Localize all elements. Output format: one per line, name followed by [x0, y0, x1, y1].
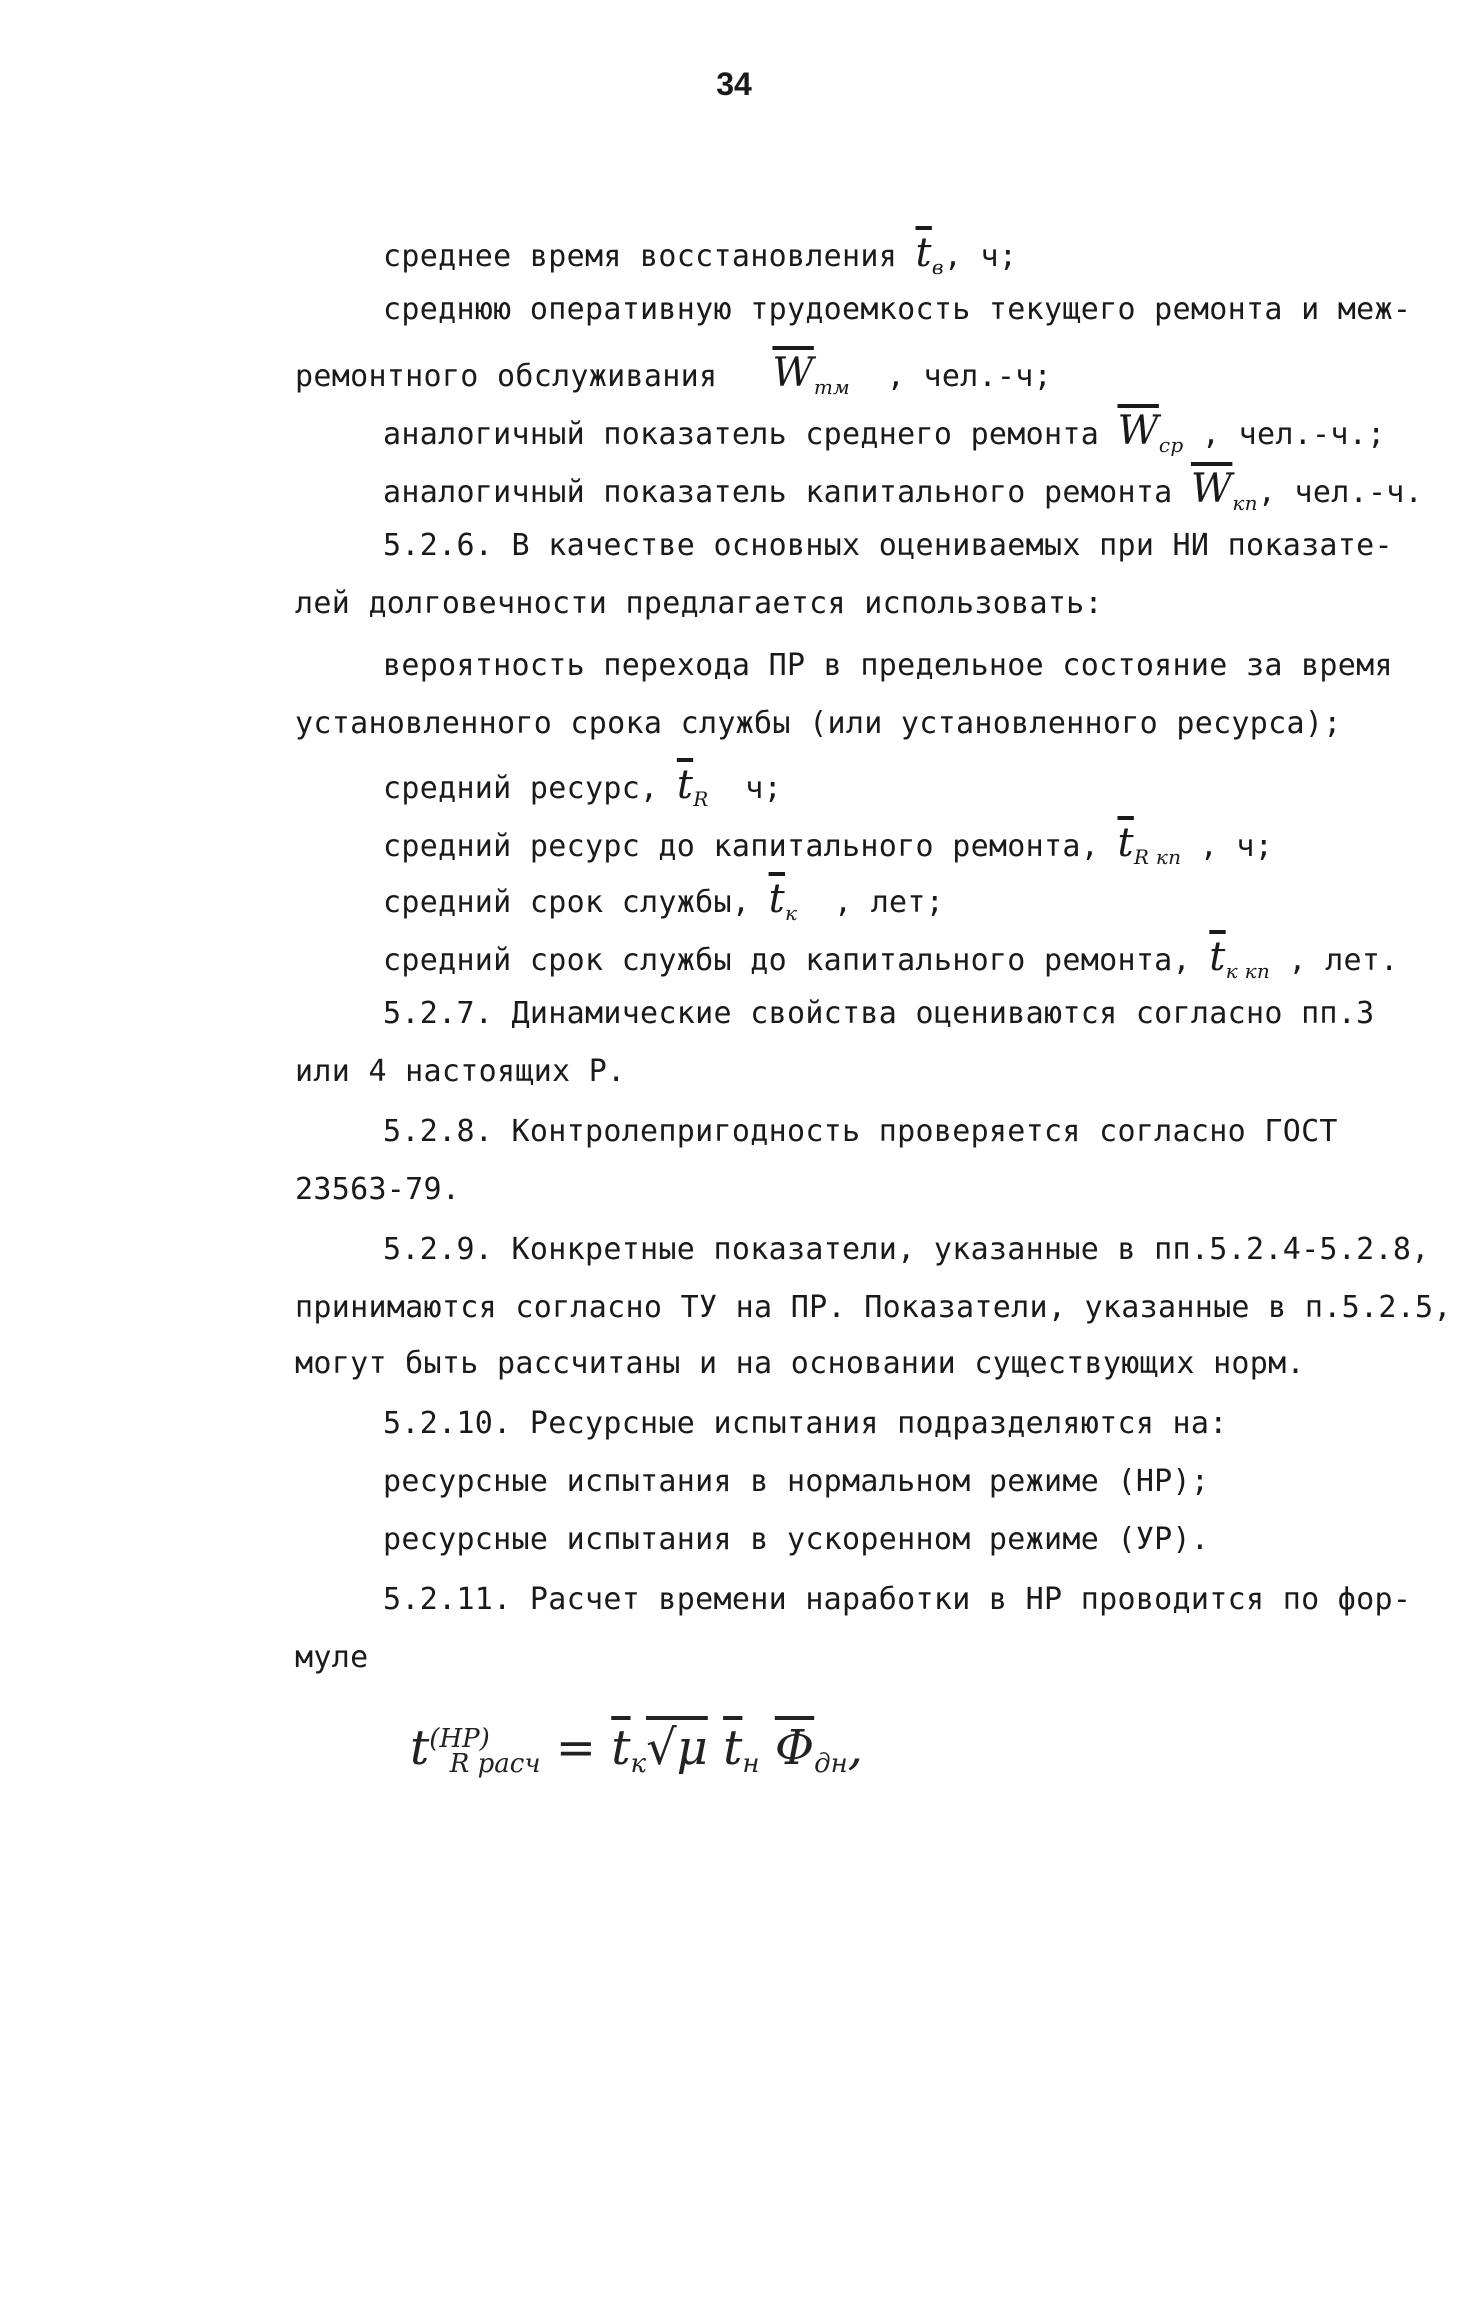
- text-line: ресурсные испытания в нормальном режиме (НР);: [383, 1464, 1210, 1499]
- text-line: средний срок службы, $\overline{t}_к$ , лет;: [383, 876, 945, 925]
- text-line: средний ресурс до капитального ремонта, $\overline{t}_{R кп}$ , ч;: [383, 820, 1274, 869]
- formula: $t^{(НР)}_{R расч} = \overline{t}_к√\mu$ $\overline{t}_н$ $\overline{\Phi}_{дн}$,: [410, 1720, 864, 1779]
- text-line: аналогичный показатель среднего ремонта $\overline{W}_{ср}$ , чел.-ч.;: [383, 408, 1386, 457]
- text-line: 23563-79.: [295, 1172, 461, 1207]
- text-line: установленного срока службы (или установленного ресурса);: [295, 706, 1342, 741]
- text-line: среднее время восстановления $\overline{t}_в$, ч;: [383, 230, 1018, 279]
- paragraph-5-2-10: 5.2.10. Ресурсные испытания подразделяются на:: [383, 1406, 1228, 1441]
- text-line: или 4 настоящих Р.: [295, 1054, 626, 1089]
- paragraph-5-2-7: 5.2.7. Динамические свойства оцениваются согласно пп.3: [383, 996, 1375, 1031]
- text-line: аналогичный показатель капитального ремонта $\overline{W}_{кп}$, чел.-ч.: [383, 466, 1424, 515]
- text-line: вероятность перехода ПР в предельное состояние за время: [383, 648, 1393, 683]
- text-line: ресурсные испытания в ускоренном режиме (УР).: [383, 1522, 1210, 1557]
- text-line: средний срок службы до капитального ремонта, $\overline{t}_{к кп}$ , лет.: [383, 934, 1399, 983]
- paragraph-5-2-11: 5.2.11. Расчет времени наработки в НР проводится по фор-: [383, 1582, 1412, 1617]
- text-line: средний ресурс, $\overline{t}_R$ ч;: [383, 762, 783, 811]
- paragraph-5-2-9: 5.2.9. Конкретные показатели, указанные в пп.5.2.4-5.2.8,: [383, 1232, 1430, 1267]
- text-line: муле: [295, 1640, 369, 1675]
- text-line: лей долговечности предлагается использовать:: [295, 586, 1103, 621]
- paragraph-5-2-6: 5.2.6. В качестве основных оцениваемых при НИ показате-: [383, 528, 1393, 563]
- text-line: среднюю оперативную трудоемкость текущего ремонта и меж-: [383, 292, 1412, 327]
- text-line: ремонтного обслуживания $\overline{W}_{тм}$ , чел.-ч;: [295, 350, 1052, 399]
- text-line: могут быть рассчитаны и на основании существующих норм.: [295, 1346, 1305, 1381]
- text-line: принимаются согласно ТУ на ПР. Показатели, указанные в п.5.2.5,: [295, 1290, 1452, 1325]
- paragraph-5-2-8: 5.2.8. Контролепригодность проверяется согласно ГОСТ: [383, 1114, 1338, 1149]
- page-number: 34: [716, 66, 752, 102]
